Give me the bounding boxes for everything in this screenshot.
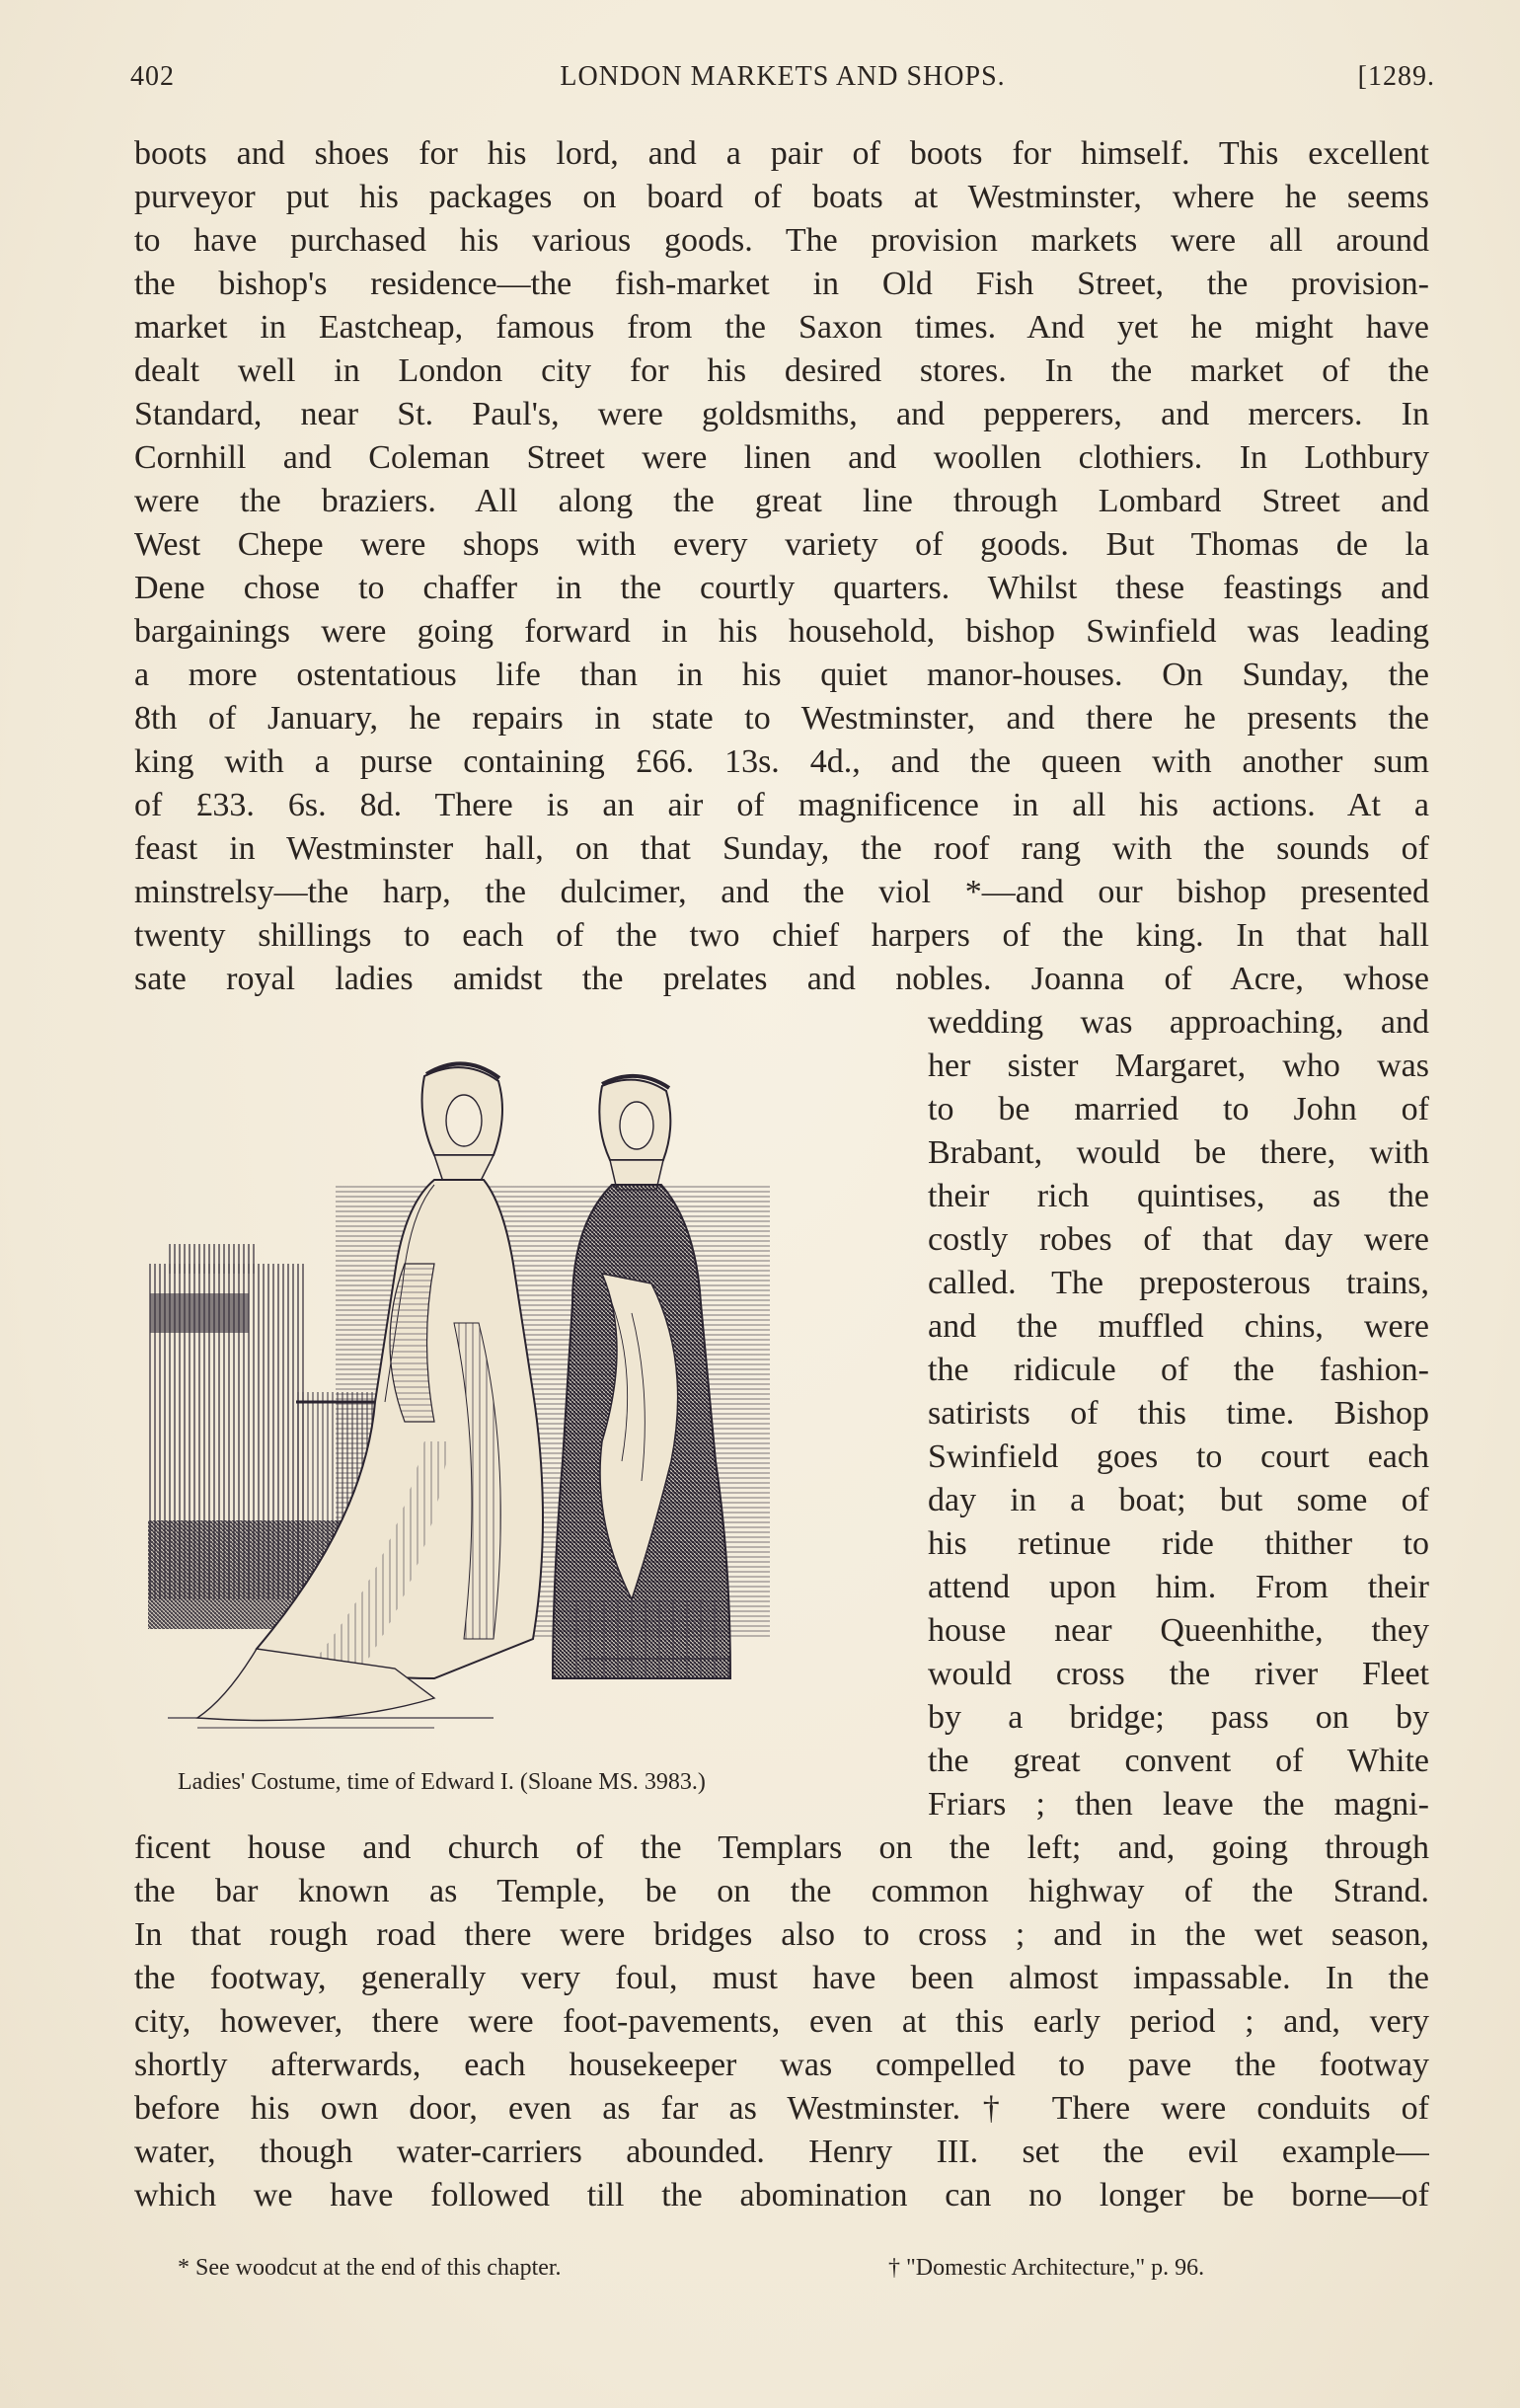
body-line: purveyor put his packages on board of boats at Westminster, where he seems xyxy=(134,179,1429,215)
body-line: Dene chose to chaffer in the courtly quarters. Whilst these feastings and xyxy=(134,570,1429,606)
column-line: to be married to John of xyxy=(928,1091,1429,1127)
column-line: their rich quintises, as the xyxy=(928,1178,1429,1214)
column-line: satirists of this time. Bishop xyxy=(928,1395,1429,1432)
body-line: Cornhill and Coleman Street were linen and woollen clothiers. In Lothbury xyxy=(134,439,1429,476)
running-header xyxy=(130,61,1435,111)
woodcut-illustration xyxy=(138,1047,888,1757)
body-line: market in Eastcheap, famous from the Saxon times. And yet he might have xyxy=(134,309,1429,346)
column-line: costly robes of that day were xyxy=(928,1221,1429,1258)
body-line: the bar known as Temple, be on the common highway of the Strand. xyxy=(134,1873,1429,1909)
body-line: to have purchased his various goods. The provision markets were all around xyxy=(134,222,1429,259)
body-line: the footway, generally very foul, must have been almost impassable. In the xyxy=(134,1960,1429,1996)
body-line: ficent house and church of the Templars on the left; and, going through xyxy=(134,1829,1429,1866)
body-line: boots and shoes for his lord, and a pair of boots for himself. This excellent xyxy=(134,135,1429,172)
column-line: Brabant, would be there, with xyxy=(928,1134,1429,1171)
body-line: dealt well in London city for his desired stores. In the market of the xyxy=(134,352,1429,389)
body-line: a more ostentatious life than in his quiet manor-houses. On Sunday, the xyxy=(134,657,1429,693)
body-line: 8th of January, he repairs in state to Westminster, and there he presents the xyxy=(134,700,1429,737)
column-line: the ridicule of the fashion- xyxy=(928,1352,1429,1388)
body-line: before his own door, even as far as Westminster.† There were conduits of xyxy=(134,2090,1429,2127)
year-bracket: [1289. xyxy=(1357,61,1435,92)
body-line: king with a purse containing £66. 13s. 4d., and the queen with another sum xyxy=(134,743,1429,780)
column-line: attend upon him. From their xyxy=(928,1569,1429,1605)
ladies-costume-woodcut xyxy=(138,1047,888,1757)
footnote-1: * See woodcut at the end of this chapter. xyxy=(178,2255,562,2281)
column-line: and the muffled chins, were xyxy=(928,1308,1429,1345)
body-line: bargainings were going forward in his household, bishop Swinfield was leading xyxy=(134,613,1429,650)
column-line: his retinue ride thither to xyxy=(928,1525,1429,1562)
column-line: house near Queenhithe, they xyxy=(928,1612,1429,1649)
body-line: feast in Westminster hall, on that Sunday, the roof rang with the sounds of xyxy=(134,830,1429,867)
column-line: her sister Margaret, who was xyxy=(928,1048,1429,1084)
footnote-2: † "Domestic Architecture," p. 96. xyxy=(888,2255,1205,2281)
column-line: Friars ; then leave the magni- xyxy=(928,1786,1429,1823)
column-line: wedding was approaching, and xyxy=(928,1004,1429,1041)
column-line: Swinfield goes to court each xyxy=(928,1438,1429,1475)
figure-caption: Ladies' Costume, time of Edward I. (Sloane MS. 3983.) xyxy=(178,1769,706,1795)
body-line: minstrelsy—the harp, the dulcimer, and the viol *—and our bishop presented xyxy=(134,874,1429,910)
body-line: the bishop's residence—the fish-market in Old Fish Street, the provision- xyxy=(134,266,1429,302)
body-line: of £33. 6s. 8d. There is an air of magnificence in all his actions. At a xyxy=(134,787,1429,823)
body-line: Standard, near St. Paul's, were goldsmiths, and pepperers, and mercers. In xyxy=(134,396,1429,432)
page-number: 402 xyxy=(130,61,175,92)
column-line: day in a boat; but some of xyxy=(928,1482,1429,1518)
body-line: were the braziers. All along the great line through Lombard Street and xyxy=(134,483,1429,519)
column-line: would cross the river Fleet xyxy=(928,1656,1429,1692)
column-line: the great convent of White xyxy=(928,1743,1429,1779)
column-line: called. The preposterous trains, xyxy=(928,1265,1429,1301)
body-line: shortly afterwards, each housekeeper was compelled to pave the footway xyxy=(134,2047,1429,2083)
body-line: In that rough road there were bridges also to cross ; and in the wet season, xyxy=(134,1916,1429,1953)
body-line: twenty shillings to each of the two chief harpers of the king. In that hall xyxy=(134,917,1429,954)
running-title: LONDON MARKETS AND SHOPS. xyxy=(560,61,1006,92)
body-line: water, though water-carriers abounded. Henry III. set the evil example— xyxy=(134,2134,1429,2170)
body-line: sate royal ladies amidst the prelates and nobles. Joanna of Acre, whose xyxy=(134,961,1429,997)
column-line: by a bridge; pass on by xyxy=(928,1699,1429,1736)
body-line: West Chepe were shops with every variety of goods. But Thomas de la xyxy=(134,526,1429,563)
body-line: city, however, there were foot-pavements, even at this early period ; and, very xyxy=(134,2003,1429,2040)
body-line: which we have followed till the abomination can no longer be borne—of xyxy=(134,2177,1429,2214)
